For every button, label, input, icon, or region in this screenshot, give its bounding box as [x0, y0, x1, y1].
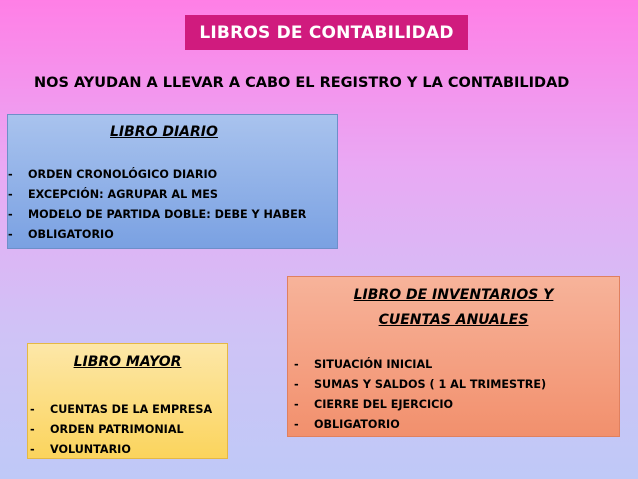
list-item: - OBLIGATORIO	[8, 228, 114, 241]
libro-diario-box	[7, 114, 338, 249]
list-item: - ORDEN PATRIMONIAL	[30, 423, 184, 436]
list-item: - CUENTAS DE LA EMPRESA	[30, 403, 213, 416]
libro-mayor-title: LIBRO MAYOR	[73, 354, 182, 370]
list-item: - SITUACIÓN INICIAL	[294, 358, 433, 371]
list-item: - MODELO DE PARTIDA DOBLE: DEBE Y HABER	[8, 208, 307, 221]
libro-inventarios-title-line2: CUENTAS ANUALES	[378, 312, 529, 328]
subtitle: NOS AYUDAN A LLEVAR A CABO EL REGISTRO Y LA CONTABILIDAD	[34, 75, 570, 91]
list-item: - SUMAS Y SALDOS ( 1 AL TRIMESTRE)	[294, 378, 547, 391]
libro-diario-title: LIBRO DIARIO	[110, 124, 218, 140]
libro-mayor-box	[27, 343, 228, 459]
list-item: - ORDEN CRONOLÓGICO DIARIO	[8, 168, 218, 181]
list-item: - OBLIGATORIO	[294, 418, 400, 431]
libro-inventarios-title-line1: LIBRO DE INVENTARIOS Y	[353, 287, 554, 303]
list-item: - CIERRE DEL EJERCICIO	[294, 398, 454, 411]
libro-diario-list	[8, 165, 306, 245]
list-item: - EXCEPCIÓN: AGRUPAR AL MES	[8, 188, 218, 201]
libro-inventarios-box	[287, 276, 620, 437]
list-item: - VOLUNTARIO	[30, 443, 131, 456]
main-title: LIBROS DE CONTABILIDAD	[185, 15, 468, 50]
libro-inventarios-list	[294, 355, 546, 435]
libro-mayor-list	[30, 400, 212, 460]
